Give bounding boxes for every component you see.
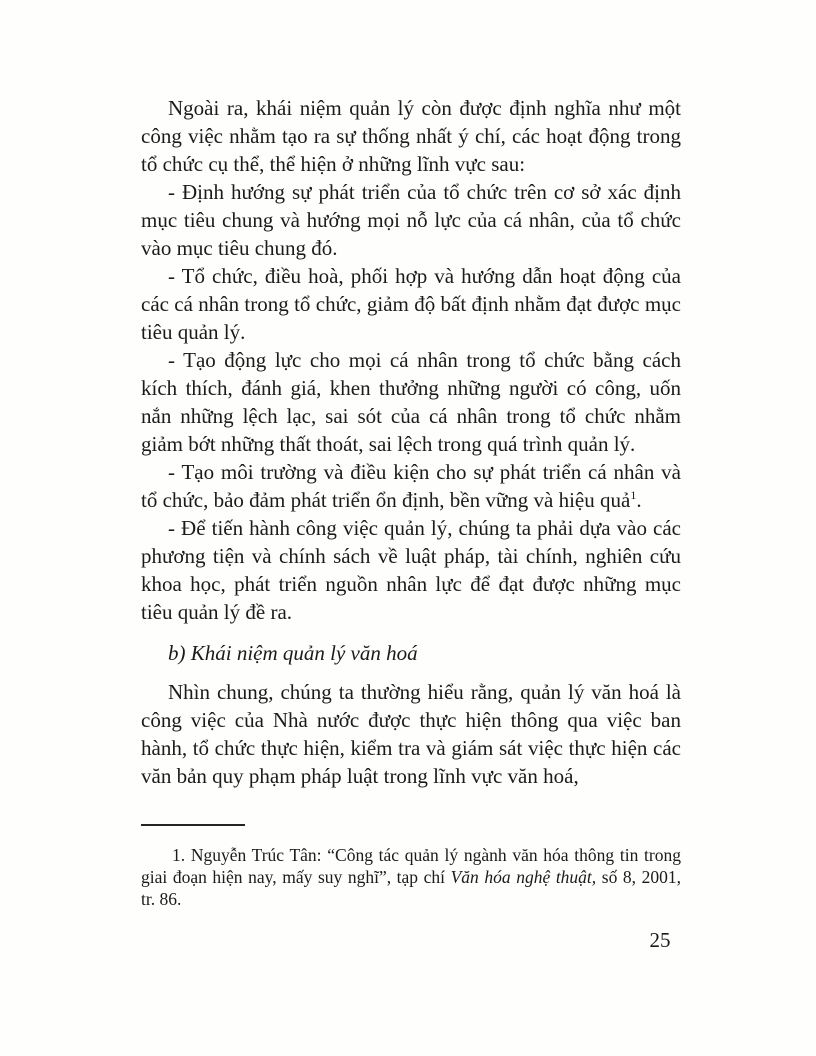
bullet-item-environment — [141, 458, 681, 514]
footnote-citation-lead: 1. Nguyễn Trúc Tân: “Công tác quản lý ngành văn hóa thông tin trong giai đoạn hiện nay, mấy suy nghĩ”, tạp chí — [141, 845, 681, 887]
footnote — [141, 844, 681, 910]
bullet-item-orientation: - Định hướng sự phát triển của tổ chức trên cơ sở xác định mục tiêu chung và hướng mọi nỗ lực của cá nhân, của tổ chức vào mục tiêu chung đó. — [141, 180, 681, 260]
footnote-citation-tail: số 8, 2001, tr. 86. — [141, 867, 681, 909]
bullet-item-means: - Để tiến hành công việc quản lý, chúng ta phải dựa vào các phương tiện và chính sách về luật pháp, tài chính, nghiên cứu khoa học, phát triển nguồn nhân lực để đạt được những mục tiêu quản lý đề ra. — [141, 516, 681, 624]
footnote-block — [141, 824, 681, 910]
section-heading: b) Khái niệm quản lý văn hoá — [168, 641, 418, 665]
footnote-separator-rule — [141, 824, 245, 826]
footnote-reference-marker: 1 — [630, 488, 637, 502]
page-number: 25 — [649, 928, 671, 952]
main-text-block — [141, 94, 681, 790]
paragraph-intro: Ngoài ra, khái niệm quản lý còn được định nghĩa như một công việc nhằm tạo ra sự thống nhất ý chí, các hoạt động trong tổ chức cụ thể, thể hiện ở những lĩnh vực sau: — [141, 96, 681, 176]
bullet-item-environment-tail: . — [636, 488, 642, 512]
paragraph-culture-management: Nhìn chung, chúng ta thường hiểu rằng, quản lý văn hoá là công việc của Nhà nước được thực hiện thông qua việc ban hành, tổ chức thực hiện, kiểm tra và giám sát việc thực hiện các văn bản quy phạm pháp luật trong lĩnh vực văn hoá, — [141, 680, 681, 788]
bullet-item-environment-text: - Tạo môi trường và điều kiện cho sự phát triển cá nhân và tổ chức, bảo đảm phát triển ổn định, bền vững và hiệu quả — [141, 460, 681, 512]
bullet-item-organize: - Tổ chức, điều hoà, phối hợp và hướng dẫn hoạt động của các cá nhân trong tổ chức, giảm độ bất định nhằm đạt được mục tiêu quản lý. — [141, 264, 681, 344]
bullet-item-motivation: - Tạo động lực cho mọi cá nhân trong tổ chức bằng cách kích thích, đánh giá, khen thưởng những người có công, uốn nắn những lệch lạc, sai sót của cá nhân trong tổ chức nhằm giảm bớt những thất thoát, sai lệch trong quá trình quản lý. — [141, 348, 681, 456]
footnote-journal-title: Văn hóa nghệ thuật, — [450, 867, 597, 887]
